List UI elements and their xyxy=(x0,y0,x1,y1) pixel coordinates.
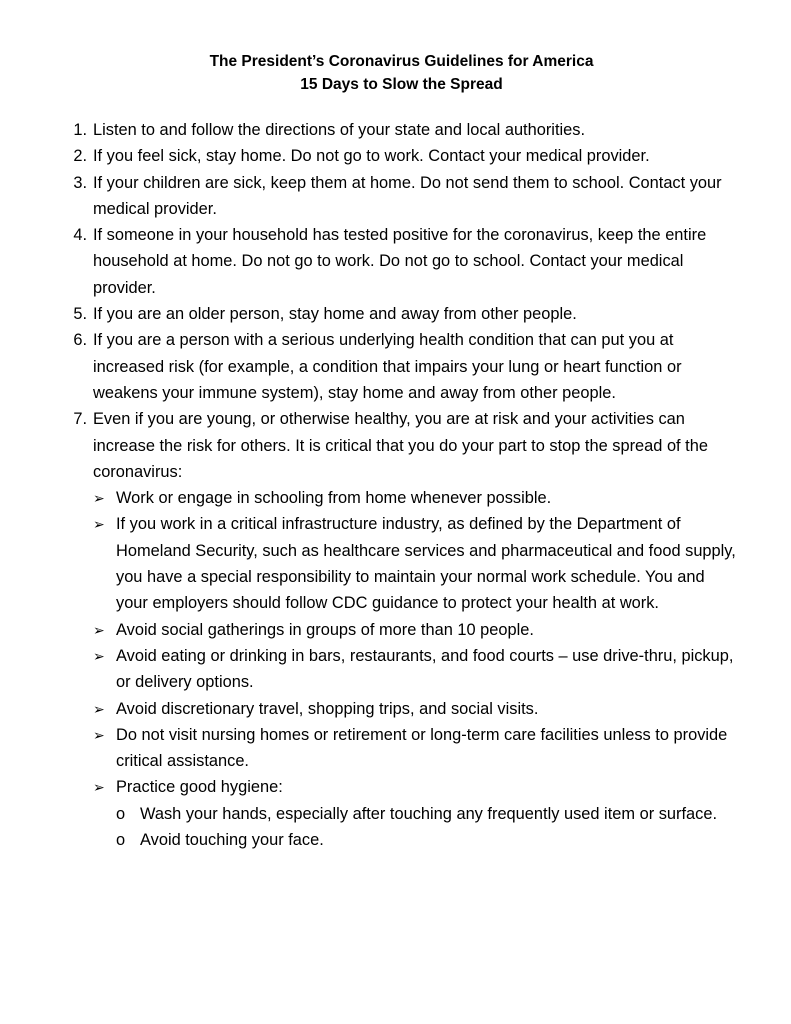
sub-guideline-item xyxy=(93,511,741,616)
guideline-text: If someone in your household has tested positive for the coronavirus, keep the entire household at home. Do not go to work. Do not go to school. Contact your medical provider. xyxy=(93,226,707,297)
guideline-text: If you are an older person, stay home and away from other people. xyxy=(93,305,577,324)
guideline-number: 6. xyxy=(73,331,87,350)
sub-guideline-item xyxy=(93,617,741,643)
guideline-text: Listen to and follow the directions of your state and local authorities. xyxy=(93,121,586,139)
hygiene-item xyxy=(116,801,741,827)
sub-guideline-item xyxy=(93,722,741,775)
guideline-number: 1. xyxy=(73,121,87,139)
guideline-item-1 xyxy=(62,117,741,143)
arrow-bullet-icon: ➢ xyxy=(93,726,105,743)
guideline-text: If you feel sick, stay home. Do not go to work. Contact your medical provider. xyxy=(93,147,650,166)
arrow-bullet-icon: ➢ xyxy=(93,779,105,796)
sub-guideline-item xyxy=(93,696,741,722)
arrow-bullet-icon: ➢ xyxy=(93,647,105,664)
hygiene-text: Avoid touching your face. xyxy=(140,831,324,850)
guideline-item-6 xyxy=(62,327,741,406)
hygiene-item xyxy=(116,827,741,853)
sub-guidelines-list xyxy=(93,485,741,853)
document-subtitle: 15 Days to Slow the Spread xyxy=(300,76,503,93)
sub-guideline-text: Avoid eating or drinking in bars, restaurants, and food courts – use drive-thru, pickup, or delivery options. xyxy=(116,646,734,692)
guideline-item-3 xyxy=(62,170,741,223)
document-header xyxy=(62,50,741,96)
guideline-item-4 xyxy=(62,222,741,301)
sub-guideline-text: Practice good hygiene: xyxy=(116,778,283,797)
circle-bullet-icon: o xyxy=(116,831,126,850)
guideline-number: 5. xyxy=(73,305,87,324)
sub-guideline-text: Do not visit nursing homes or retirement or long-term care facilities unless to provide critical assistance. xyxy=(116,725,728,771)
arrow-bullet-icon: ➢ xyxy=(93,621,105,638)
hygiene-list xyxy=(116,801,741,854)
arrow-bullet-icon: ➢ xyxy=(93,490,105,507)
sub-guideline-item xyxy=(93,485,741,511)
circle-bullet-icon: o xyxy=(116,804,126,823)
arrow-bullet-icon: ➢ xyxy=(93,516,105,533)
sub-guideline-item xyxy=(93,774,741,853)
guideline-item-2 xyxy=(62,143,741,169)
document-title: The President’s Coronavirus Guidelines for America xyxy=(209,53,594,70)
hygiene-text: Wash your hands, especially after touching any frequently used item or surface. xyxy=(140,804,718,823)
sub-guideline-text: Avoid social gatherings in groups of more than 10 people. xyxy=(116,620,534,639)
guideline-number: 2. xyxy=(73,147,87,166)
sub-guideline-text: Work or engage in schooling from home whenever possible. xyxy=(116,489,552,508)
arrow-bullet-icon: ➢ xyxy=(93,700,105,717)
guideline-item-7 xyxy=(62,406,741,853)
sub-guideline-text: Avoid discretionary travel, shopping trips, and social visits. xyxy=(116,699,539,718)
sub-guideline-item xyxy=(93,643,741,696)
sub-guideline-text: If you work in a critical infrastructure industry, as defined by the Department of Homeland Security, such as healthcare services and pharmaceutical and food supply, you have a special responsibility to maintain your normal work schedule. You and your employers should follow CDC guidance to protect your health at work. xyxy=(116,515,736,613)
guideline-text: If your children are sick, keep them at home. Do not send them to school. Contact your medical provider. xyxy=(93,173,722,218)
guideline-number: 7. xyxy=(73,410,87,429)
guideline-number: 3. xyxy=(73,173,87,192)
guidelines-list xyxy=(62,117,741,853)
guideline-text: If you are a person with a serious underlying health condition that can put you at increased risk (for example, a condition that impairs your lung or heart function or weakens your immune system), stay home and away from other people. xyxy=(93,331,682,402)
guideline-number: 4. xyxy=(73,226,87,245)
guideline-item-5 xyxy=(62,301,741,327)
guideline-text: Even if you are young, or otherwise healthy, you are at risk and your activities can increase the risk for others. It is critical that you do your part to stop the spread of the coronavirus: xyxy=(93,410,708,481)
